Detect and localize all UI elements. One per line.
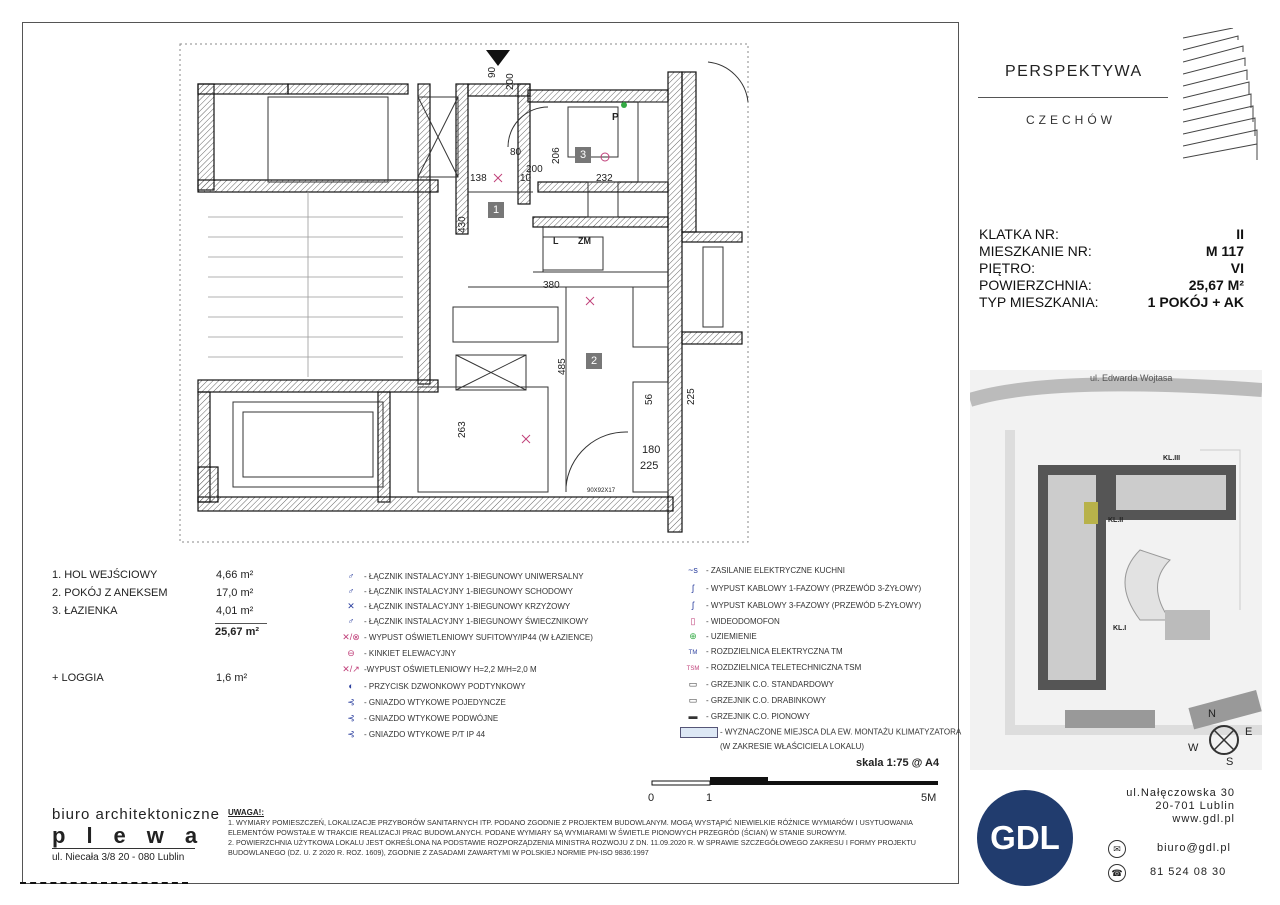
legend-item [338, 713, 498, 725]
loggia-label: + LOGGIA [52, 672, 104, 684]
legend-item [680, 565, 845, 577]
scale-bar [650, 775, 940, 789]
radiator-vertical-icon: ▬ [688, 711, 698, 721]
loggia-row [52, 672, 267, 684]
address-city: 20-701 Lublin [1155, 800, 1235, 812]
dim-180: 180 [642, 444, 661, 456]
note-line: 1. WYMIARY POMIESZCZEŃ, LOKALIZACJE PRZYBORÓW SANITARNYCH ITP. PODANO ZGODNIE Z PROJEKTEM BUDOWLANYM. MOGĄ WYSTĄPIĆ NIEWIELKIE RÓŻNICE WYMIARÓW I USYTUOWANIA ELEMENTÓW POWSTAŁE W TRAKCIE REALIZACJI PRAC BUDOWLANYCH. PODANE WYMIARY SĄ WYMIARAMI W ŚWIETLE PIONOWYCH PRZEGRÓD (ŚCIAN) W STANIE SUROWYM. [228, 818, 913, 837]
intercom-icon: ▯ [690, 616, 696, 626]
legend-text: - UZIEMIENIE [706, 632, 757, 641]
dim-200: 200 [526, 164, 543, 175]
developer-address [1100, 787, 1235, 826]
info-value: 25,67 M² [1188, 277, 1244, 293]
plan-label-balcony-size: 90X92X17 [587, 488, 616, 494]
legend-item [338, 664, 537, 676]
footer-dash [20, 882, 188, 884]
brand-subtitle: CZECHÓW [1026, 113, 1116, 127]
room-number-1: 1 [488, 202, 504, 218]
dim-56: 56 [644, 393, 655, 405]
brand-divider [978, 97, 1168, 98]
legend-installations [680, 565, 962, 755]
doorbell-icon: ◐ [348, 681, 354, 691]
legend-item [680, 695, 826, 707]
legend-text: - ŁĄCZNIK INSTALACYJNY 1-BIEGUNOWY UNIWERSALNY [364, 572, 584, 581]
legend-electrical [338, 571, 638, 741]
legend-text: (W ZAKRESIE WŁAŚCICIELA LOKALU) [720, 742, 865, 751]
cable-3phase-icon: ʃ [692, 600, 694, 610]
apartment-info [979, 226, 1244, 311]
notes-title: UWAGA!: [228, 808, 264, 817]
legend-item [338, 601, 570, 613]
legend-text: - ŁĄCZNIK INSTALACYJNY 1-BIEGUNOWY KRZYŻOWY [364, 602, 571, 611]
map-label-kl1: KL.I [1113, 625, 1127, 632]
legend-text: - GRZEJNIK C.O. DRABINKOWY [706, 696, 827, 705]
developer-email[interactable]: biuro@gdl.pl [1157, 842, 1231, 854]
office-name: biuro architektoniczne [52, 806, 220, 823]
room-area: 17,0 m² [216, 587, 254, 599]
socket-double-icon: ⊰ [347, 713, 355, 723]
legend-text: - ŁĄCZNIK INSTALACYJNY 1-BIEGUNOWY SCHODOWY [364, 587, 573, 596]
socket-single-icon: ⊰ [347, 697, 355, 707]
room-row [52, 602, 267, 620]
info-label: PIĘTRO: [979, 260, 1036, 276]
socket-ip44-icon: ⊰ [347, 729, 355, 739]
legend-item [680, 711, 810, 723]
scale-tick-1: 1 [706, 792, 713, 804]
legend-text: - GRZEJNIK C.O. STANDARDOWY [706, 680, 834, 689]
cable-1phase-icon: ʃ [692, 583, 694, 593]
dim-138: 138 [470, 173, 487, 184]
info-label: MIESZKANIE NR: [979, 243, 1092, 259]
legend-item [680, 616, 780, 628]
legend-item [680, 583, 921, 595]
address-street: ul.Nałęczowska 30 [1126, 787, 1235, 799]
info-label: KLATKA NR: [979, 226, 1059, 242]
legend-item [338, 571, 584, 583]
legend-text: - ROZDZIELNICA TELETECHNICZNA TSM [706, 663, 862, 672]
legend-item [720, 742, 864, 754]
office-brand: plewa [52, 823, 219, 848]
legend-item [338, 648, 456, 660]
dim-225: 225 [640, 460, 659, 472]
info-label: POWIERZCHNIA: [979, 277, 1092, 293]
wall-light-icon: ✕/↗ [342, 664, 360, 674]
legend-text: -WYPUST OŚWIETLENIOWY H=2,2 M/H=2,0 M [364, 665, 537, 674]
ceiling-light-icon: ✕/⊗ [342, 632, 360, 642]
radiator-standard-icon: ▭ [688, 679, 698, 689]
compass-w: W [1188, 742, 1199, 754]
note-line: 2. POWIERZCHNIA UŻYTKOWA LOKALU JEST OKREŚLONA NA PODSTAWIE ROZPORZĄDZENIA MINISTRA ROZWOJU Z DN. 11.09.2020 R. W SPRAWIE SZCZEGÓŁOWEGO ZAKRESU I FORMY PROJEKTU BUDOWLANEGO (DZ. U. Z 2020 R. ROZ. 1609), ZGODNIE Z ZASADAMI ZAWARTYMI W POLSKIEJ NORMIE PN-ISO 9836:1997 [228, 838, 916, 857]
room-number-3: 3 [575, 147, 591, 163]
telecom-panel-icon: TSM [686, 666, 700, 672]
email-icon: ✉ [1108, 840, 1126, 858]
switch-cross-icon: ✕ [347, 601, 355, 611]
switch-single-icon: ♂ [347, 571, 355, 581]
legend-item [338, 586, 573, 598]
office-divider [52, 848, 195, 849]
compass-s: S [1226, 756, 1234, 768]
dim-485: 485 [557, 358, 568, 375]
notes-body [228, 818, 943, 858]
legend-item [680, 679, 834, 691]
dim-90: 90 [487, 66, 498, 78]
developer-phone[interactable]: 81 524 08 30 [1150, 866, 1227, 878]
legend-item [338, 616, 588, 628]
legend-item [338, 729, 485, 741]
ac-place-icon [680, 727, 718, 738]
dim-232: 232 [596, 173, 613, 184]
scale-tick-0: 0 [648, 792, 655, 804]
info-value: VI [1230, 260, 1244, 276]
legend-text: - ŁĄCZNIK INSTALACYJNY 1-BIEGUNOWY ŚWIECZNIKOWY [364, 617, 589, 626]
plan-label-zm: ZM [578, 236, 591, 246]
room-label: 1. HOL WEJŚCIOWY [52, 569, 158, 581]
office-address: ul. Niecała 3/8 20 - 080 Lublin [52, 852, 185, 863]
loggia-area: 1,6 m² [216, 672, 248, 684]
legend-text: - GNIAZDO WTYKOWE POJEDYNCZE [364, 698, 506, 707]
legend-text: - GRZEJNIK C.O. PIONOWY [706, 712, 811, 721]
info-value: II [1236, 226, 1244, 242]
legend-item [338, 632, 593, 644]
legend-item [680, 600, 921, 612]
radiator-ladder-icon: ▭ [688, 695, 698, 705]
legend-item [680, 647, 843, 659]
info-value: M 117 [1205, 243, 1244, 259]
wall-lamp-icon: ⊖ [347, 648, 355, 658]
dim-380: 380 [543, 280, 560, 291]
legend-text: - PRZYCISK DZWONKOWY PODTYNKOWY [364, 682, 526, 691]
ground-icon: ⊕ [689, 631, 697, 641]
compass-e: E [1245, 726, 1253, 738]
brand-title: PERSPEKTYWA [1005, 63, 1143, 80]
electric-panel-icon: TM [688, 650, 698, 656]
compass-n: N [1208, 708, 1216, 720]
map-label-kl2: KL.II [1108, 517, 1124, 524]
dim-10: 10 [520, 173, 532, 184]
dim-430: 430 [457, 216, 468, 233]
legend-text: - GNIAZDO WTYKOWE PODWÓJNE [364, 714, 499, 723]
legend-text: - WYPUST KABLOWY 1-FAZOWY (PRZEWÓD 3-ŻYŁOWY) [706, 584, 922, 593]
info-row-floor [979, 260, 1244, 277]
info-row-apartment [979, 243, 1244, 260]
room-row [52, 584, 267, 602]
legend-text: - WYPUST OŚWIETLENIOWY SUFITOWY/IP44 (W ŁAZIENCE) [364, 633, 593, 642]
legend-text: - WIDEODOMOFON [706, 617, 780, 626]
switch-chandelier-icon: ♂ [347, 616, 355, 626]
dim-200-top: 200 [505, 73, 516, 90]
legend-item [680, 727, 961, 739]
floor-plan [178, 42, 753, 547]
developer-logo: GDL [977, 790, 1073, 886]
legend-text: - ROZDZIELNICA ELEKTRYCZNA TM [706, 647, 843, 656]
kitchen-power-icon: ~s [688, 565, 698, 575]
room-area: 4,66 m² [216, 569, 254, 581]
info-value: 1 POKÓJ + AK [1147, 294, 1244, 310]
info-row-area [979, 277, 1244, 294]
room-list [52, 566, 267, 620]
legend-item [680, 663, 861, 675]
room-number-2: 2 [586, 353, 602, 369]
legend-item [338, 697, 506, 709]
room-row [52, 566, 267, 584]
map-label-kl3: KL.III [1163, 455, 1181, 462]
legend-item [338, 681, 526, 693]
scale-tick-5m: 5M [921, 792, 937, 804]
dim-263: 263 [457, 421, 468, 438]
site-map [970, 370, 1262, 770]
brand-logo-icon [1183, 28, 1258, 163]
info-row-type [979, 294, 1244, 311]
dim-225-vertical: 225 [686, 388, 697, 405]
info-row-staircase [979, 226, 1244, 243]
dim-206: 206 [551, 147, 562, 164]
legend-text: - KINKIET ELEWACYJNY [364, 649, 457, 658]
scale-label: skala 1:75 @ A4 [856, 757, 940, 769]
room-label: 2. POKÓJ Z ANEKSEM [52, 587, 168, 599]
dim-80: 80 [510, 147, 522, 158]
legend-text: - WYZNACZONE MIEJSCA DLA EW. MONTAŻU KLIMATYZATORA [720, 727, 962, 737]
legend-item [680, 631, 757, 643]
phone-icon: ☎ [1108, 864, 1126, 882]
switch-stair-icon: ♂ [347, 586, 355, 596]
room-area: 4,01 m² [216, 605, 254, 617]
plan-label-p: P [612, 112, 619, 123]
address-website[interactable]: www.gdl.pl [1172, 813, 1235, 825]
legend-text: - GNIAZDO WTYKOWE P/T IP 44 [364, 730, 486, 739]
info-label: TYP MIESZKANIA: [979, 294, 1099, 310]
legend-text: - ZASILANIE ELEKTRYCZNE KUCHNI [706, 566, 845, 575]
legend-text: - WYPUST KABLOWY 3-FAZOWY (PRZEWÓD 5-ŻYŁOWY) [706, 601, 922, 610]
street-label: ul. Edwarda Wojtasa [1090, 373, 1173, 383]
plan-label-l: L [553, 236, 559, 246]
total-area: 25,67 m² [215, 623, 267, 638]
room-label: 3. ŁAZIENKA [52, 605, 118, 617]
